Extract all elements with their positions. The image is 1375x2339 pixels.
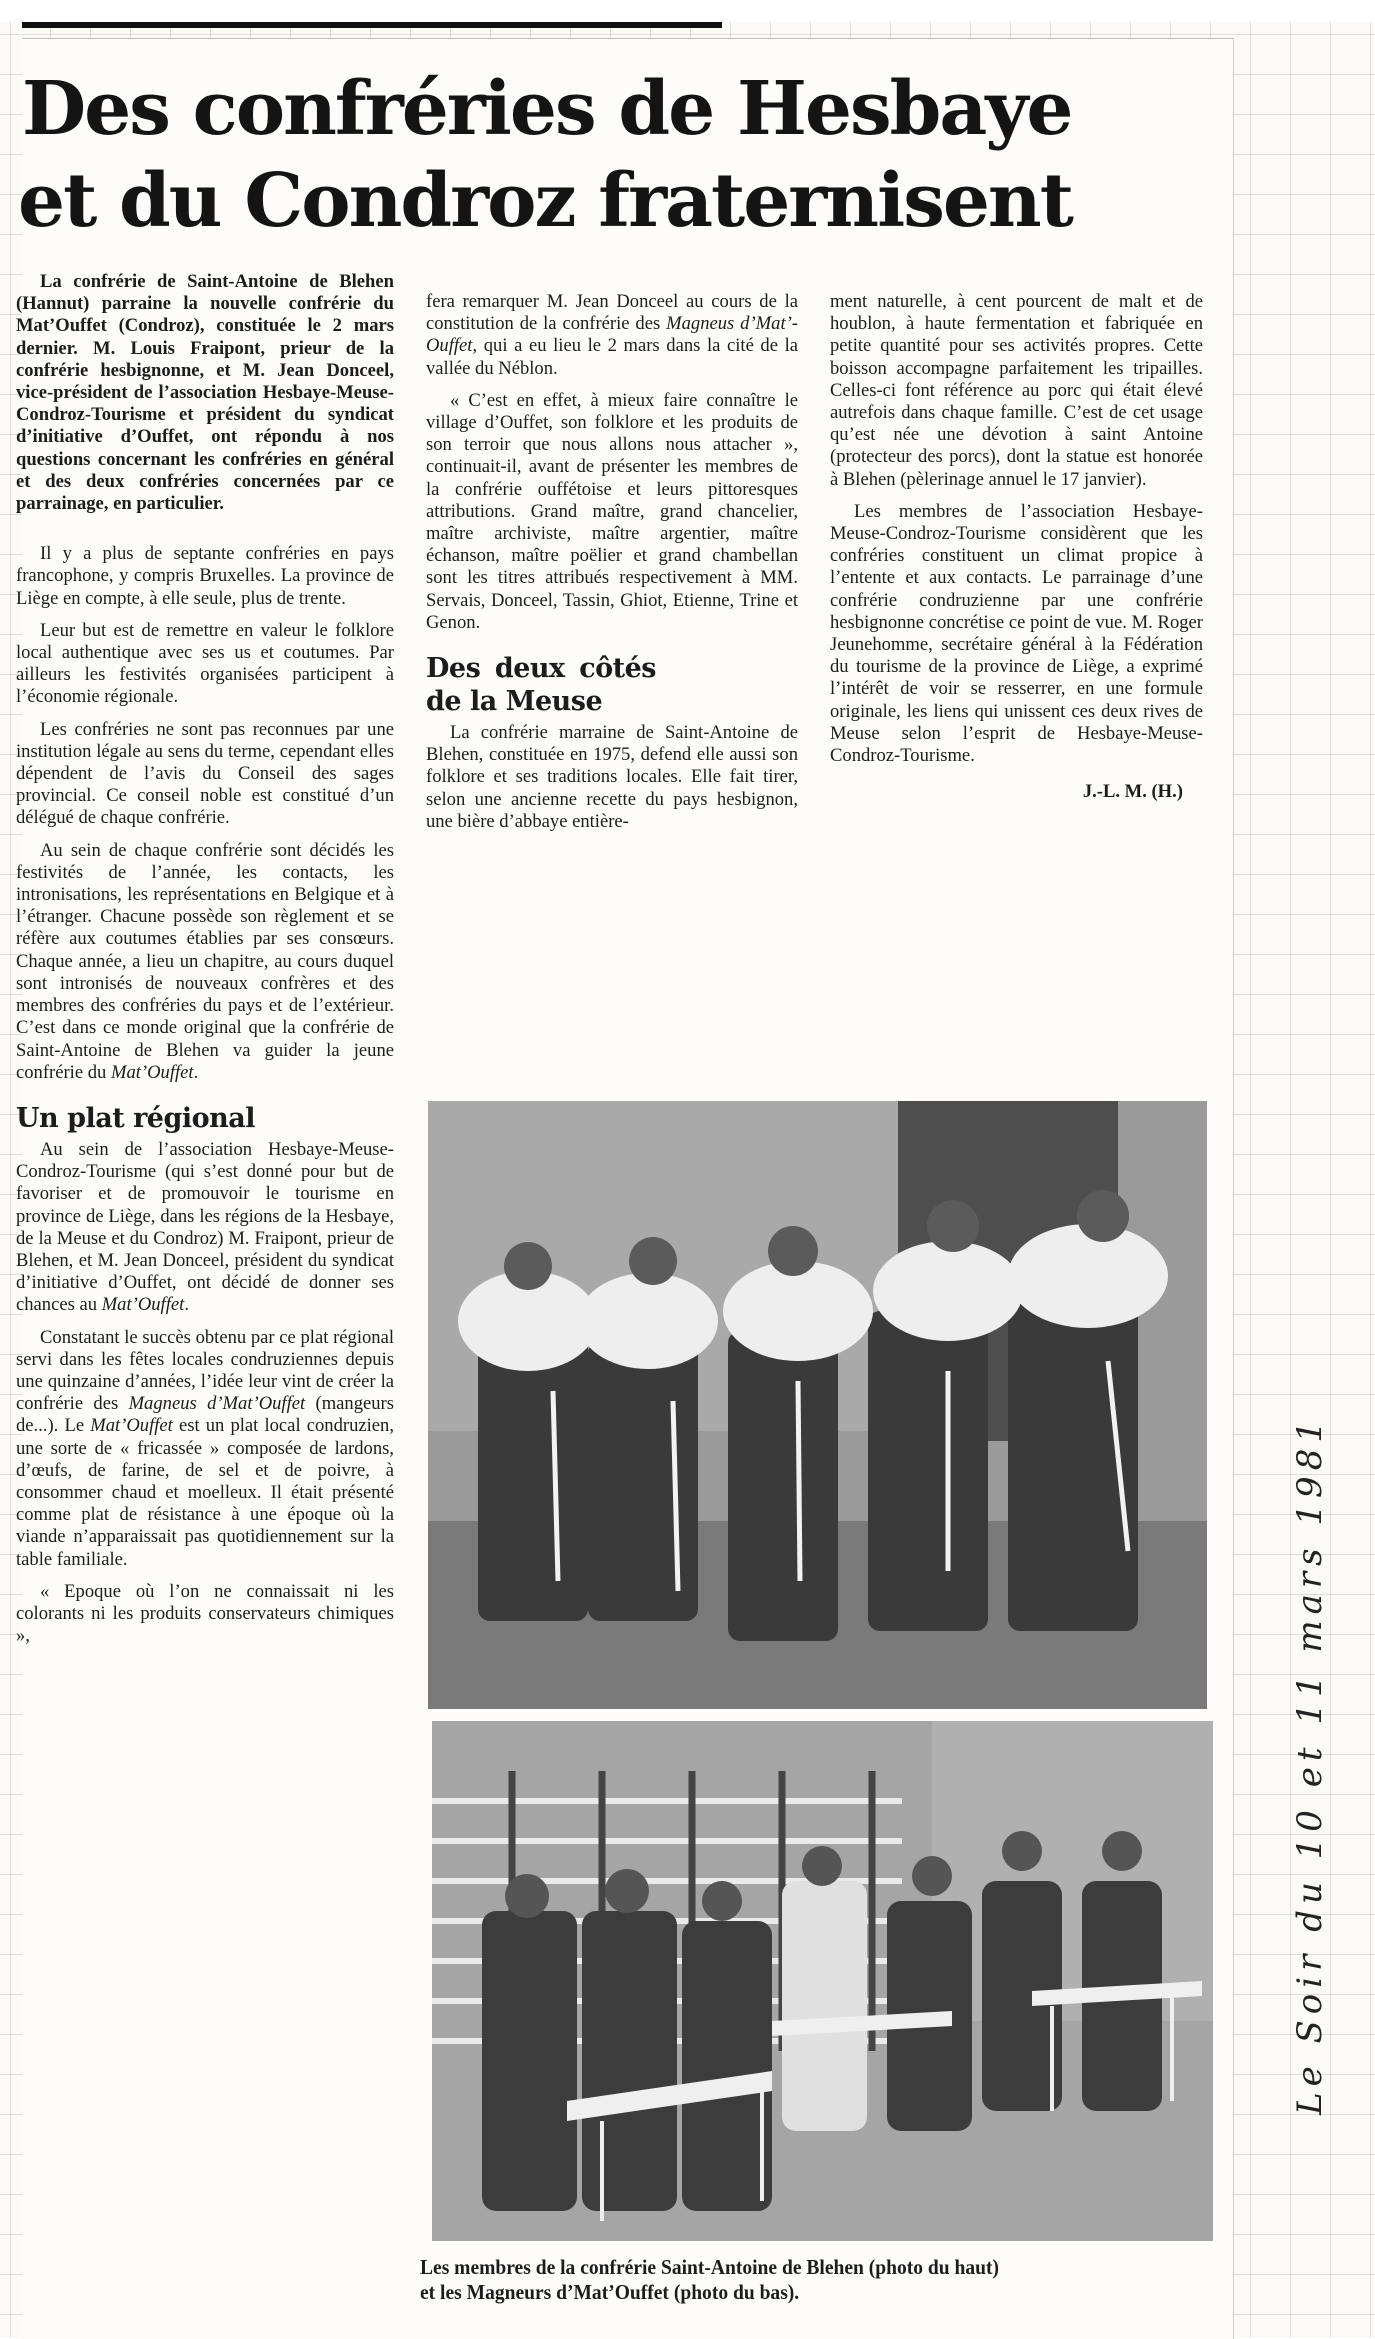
paragraph: La confrérie marraine de Saint-Antoine de Blehen, constituée en 1975, defend elle aussi son folklore et ses traditions locales. Elle fait tirer, selon une ancienne recette du pays hesbignon, une bière d’abbaye entière- — [426, 722, 798, 832]
photo-top — [428, 1101, 1207, 1709]
paragraph: Les membres de l’association Hesbaye-Meuse-Condroz-Tourisme considèrent que les confréries constituent un climat propice à l’entente et aux contacts. Le parrainage d’une confrérie condruzienne par une confrérie hesbignonne concrétise ce point de vue. M. Roger Jeunehomme, secrétaire général à la Fédération du tourisme de la province de Liège, a exprimé l’intérêt de voir se resserrer, en une formule originale, les liens qui unissent ces deux rives de Meuse selon l’esprit de Hesbaye-Meuse-Condroz-Tourisme. — [830, 500, 1203, 767]
subheading-plat-regional: Un plat régional — [16, 1102, 256, 1134]
lead-paragraph: La confrérie de Saint-Antoine de Blehen (Hannut) parraine la nouvelle confrérie du Mat’Ouffet (Condroz), constituée le 2 mars dernier. M. Louis Fraipont, prieur de la confrérie hesbignonne, et M. Jean Donceel, vice-président de l’association Hesbaye-Meuse-Condroz-Tourisme et président du syndicat d’initiative d’Ouffet, ont répondu à nos questions concernant les confréries en général et des deux confréries concernées par ce parrainage, en particulier. — [16, 271, 394, 515]
paragraph: Leur but est de remettre en valeur le folklore local authentique avec ses us et coutumes. Par ailleurs les festivités organisées participent à l’économie régionale. — [16, 619, 394, 708]
italic-name: Mat’Ouffet — [110, 1061, 194, 1083]
text-run: Au sein de chaque confrérie sont décidés les festivités de l’année, les contacts, les intronisations, les représentations en Belgique et à l’étranger. Chacune possède son règlement et se réfère aux coutumes établies par ses consœurs. Chaque année, a lieu un chapitre, au cours duquel sont intronisés de nouveaux confrères et des membres des confréries du pays et de l’extérieur. C’est dans ce monde original que la confrérie de Saint-Antoine de Blehen va guider la jeune confrérie du — [16, 839, 394, 1083]
text-run: (mangeurs de...). Le — [16, 1393, 394, 1437]
subheading-deux-cotes: Des deux côtés de la Meuse — [426, 653, 656, 718]
headline — [18, 63, 1202, 247]
text-run: est un plat local condruzien, une sorte de « fricassée » composée de lardons, d’œufs, de farine, de sel et de poivre, à consommer chaud et moelleux. Il était présenté comme plat de résistance à une époque où la viande n’apparaissait pas quotidiennement sur la table familiale. — [16, 1415, 394, 1570]
caption-line-2: et les Magneurs d’Mat’Ouffet (photo du bas). — [420, 2280, 800, 2304]
paragraph: Il y a plus de septante confréries en pays francophone, y compris Bruxelles. La province de Liège en compte, à elle seule, plus de trente. — [16, 543, 394, 609]
italic-name: Magneus d’Mat’Ouffet — [128, 1393, 306, 1415]
article-column-2 — [426, 291, 798, 843]
text-run: . — [193, 1061, 199, 1083]
paragraph — [426, 291, 798, 380]
italic-name: Mat’Ouffet — [101, 1294, 185, 1316]
text-run: , qui a eu lieu le 2 mars dans la cité de la vallée du Néblon. — [426, 335, 798, 379]
spacer — [16, 525, 394, 543]
paragraph — [16, 1139, 394, 1317]
author-signature: J.-L. M. (H.) — [1082, 781, 1183, 803]
text-run: Au sein de l’association Hesbaye-Meuse-Condroz-Tourisme (qui s’est donné pour but de favoriser et de promouvoir le tourisme en province de Liège, dans les régions de la Hesbaye, de la Meuse et du Condroz) M. Fraipont, prieur de Blehen, et M. Jean Donceel, président du syndicat d’initiative d’Ouffet, ont décidé de donner ses chances au — [16, 1138, 394, 1316]
paragraph — [16, 840, 394, 1084]
caption-line-1: Les membres de la confrérie Saint-Antoine de Blehen (photo du haut) — [420, 2255, 1000, 2279]
paragraph: « C’est en effet, à mieux faire connaître le village d’Ouffet, son folklore et les produits de son terroir que nous allons nous attacher », continuait-il, avant de présenter les membres de la confrérie ouffétoise et leurs pittoresques attributions. Grand maître, grand chancelier, maître archiviste, maître argentier, maître échanson, maître poëlier et grand chambellan sont les titres attribués respectivement à MM. Servais, Donceel, Tassin, Ghiot, Etienne, Trine et Genon. — [426, 389, 798, 633]
paragraph: « Epoque où l’on ne connaissait ni les colorants ni les produits conservateurs chimiques », — [16, 1580, 394, 1647]
photo-bottom-illustration — [432, 1721, 1213, 2241]
text-run: Constatant le succès obtenu par ce plat régional servi dans les fêtes locales condruziennes depuis une quinzaine d’années, l’idée leur vint de créer la confrérie des — [16, 1326, 394, 1415]
newspaper-clipping — [16, 38, 1234, 2339]
handwritten-source-note: Le Soir du 10 et 11 mars 1981 — [1290, 1415, 1330, 2115]
paragraph: ment naturelle, à cent pourcent de malt et de houblon, à haute fermentation et fabriquée en petite quantité pour ses activités propres. Cette boisson accompagne parfaitement les tripailles. Celles-ci font référence au porc qui était élevé autrefois dans chaque famille. C’est de cet usage qu’est née une dévotion à saint Antoine (protecteur des porcs), dont la statue est honorée à Blehen (pèlerinage annuel le 17 janvier). — [830, 291, 1203, 490]
photo-bottom — [432, 1721, 1213, 2241]
photo-top-illustration — [428, 1101, 1207, 1709]
text-run: . — [184, 1294, 189, 1316]
headline-line-1: Des confréries de Hesbaye — [22, 66, 1072, 152]
italic-name: Magneus d’Mat’-Ouffet — [426, 313, 798, 357]
headline-line-2: et du Condroz fraternisent — [18, 158, 1072, 244]
article-column-1 — [16, 271, 394, 1657]
paragraph: Les confréries ne sont pas reconnues par une institution légale au sens du terme, cependant elles dépendent de l’avis du Conseil des sages provincial. Ce conseil noble est constitué d’un délégué de chaque confrérie. — [16, 718, 394, 829]
text-run: fera remarquer M. Jean Donceel au cours de la constitution de la confrérie des — [426, 291, 798, 335]
italic-name: Mat’Ouffet — [90, 1415, 173, 1437]
paragraph — [16, 1327, 394, 1571]
article-column-3 — [830, 291, 1203, 803]
scan-edge-bar — [22, 22, 722, 28]
photo-caption — [420, 2255, 1155, 2305]
